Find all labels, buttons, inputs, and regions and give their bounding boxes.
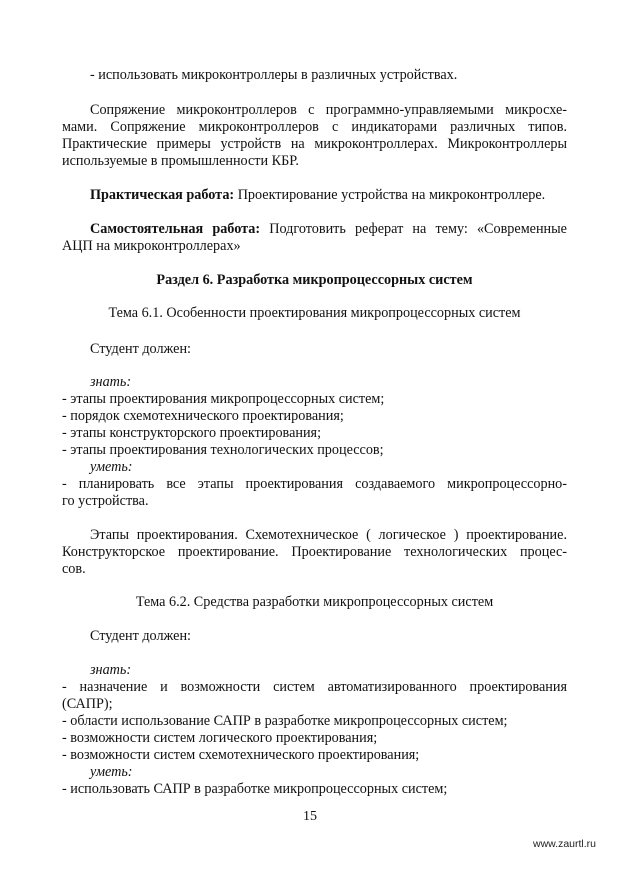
know-item-line-2: (САПР); <box>62 696 113 712</box>
know-label: знать: <box>90 662 132 678</box>
know-label: знать: <box>90 374 132 390</box>
interface-line-3: Практические примеры устройств на микроконтроллерах. Микроконтроллеры <box>62 136 567 152</box>
topic-6-1-title: Тема 6.1. Особенности проектирования микропроцессорных систем <box>108 305 521 321</box>
section-heading-text: Раздел 6. Разработка микропроцессорных систем <box>156 272 473 288</box>
know-item: - этапы проектирования технологических процессов; <box>62 442 384 458</box>
interface-paragraph <box>62 102 567 170</box>
can-item-line-2: го устройства. <box>62 493 149 509</box>
self-work <box>62 221 567 255</box>
content-line-1: Этапы проектирования. Схемотехническое ( логическое ) проектирование. <box>90 527 567 543</box>
know-item: - возможности систем схемотехнического проектирования; <box>62 747 420 763</box>
know-item: - возможности систем логического проектирования; <box>62 730 378 746</box>
page-number: 15 <box>303 809 317 824</box>
topic-6-2-title: Тема 6.2. Средства разработки микропроцессорных систем <box>135 594 494 610</box>
know-item: - этапы проектирования микропроцессорных систем; <box>62 391 385 407</box>
self-work-label: Самостоятельная работа: <box>90 221 261 237</box>
section-heading <box>62 272 567 289</box>
know-item: - этапы конструкторского проектирования; <box>62 425 322 441</box>
can-item-line-1: - планировать все этапы проектирования создаваемого микропроцессорно- <box>62 476 567 492</box>
topic-6-1-content <box>62 527 567 578</box>
practical-work <box>62 187 567 204</box>
interface-line-4: используемые в промышленности КБР. <box>62 153 299 169</box>
know-item-line-1: - назначение и возможности систем автоматизированного проектирования <box>62 679 567 695</box>
self-work-line-1 <box>62 221 567 238</box>
can-item: - использовать САПР в разработке микропроцессорных систем; <box>62 781 448 797</box>
can-label: уметь: <box>90 764 133 780</box>
topic-6-1-student: Студент должен: <box>90 341 191 357</box>
know-item: - порядок схемотехнического проектирования; <box>62 408 344 424</box>
practical-text: Проектирование устройства на микроконтроллере. <box>234 187 546 203</box>
self-work-text-1: Подготовить реферат на тему: «Современные <box>260 221 567 237</box>
topic-6-1-requirements <box>62 374 567 510</box>
watermark: www.zaurtl.ru <box>532 838 596 850</box>
intro-bullet: - использовать микроконтроллеры в различных устройствах. <box>90 67 458 83</box>
content-line-3: сов. <box>62 561 86 577</box>
content-line-2: Конструкторское проектирование. Проектирование технологических процес- <box>62 544 567 560</box>
practical-label: Практическая работа: <box>90 187 235 203</box>
can-label: уметь: <box>90 459 133 475</box>
topic-6-2-requirements <box>62 662 567 798</box>
self-work-line-2: АЦП на микроконтроллерах» <box>62 238 241 254</box>
interface-line-1: Сопряжение микроконтроллеров с программно-управляемыми микросхе- <box>90 102 567 118</box>
interface-line-2: мами. Сопряжение микроконтроллеров с индикаторами различных типов. <box>62 119 567 135</box>
topic-6-2-student: Студент должен: <box>90 628 191 644</box>
know-item: - области использование САПР в разработке микропроцессорных систем; <box>62 713 508 729</box>
